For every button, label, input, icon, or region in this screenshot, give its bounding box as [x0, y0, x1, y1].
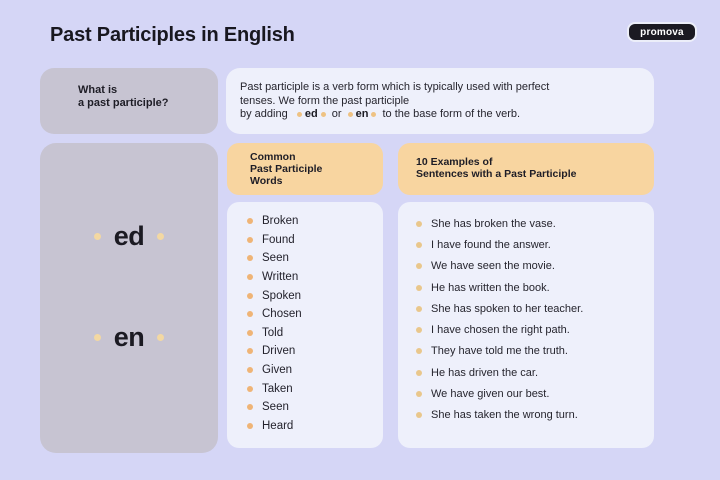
word-label: Taken [262, 382, 293, 395]
sentence-label: We have given our best. [431, 388, 550, 401]
bullet-dot-icon [371, 112, 376, 117]
bullet-dot-icon [416, 263, 422, 269]
list-item [247, 305, 383, 324]
list-item [247, 324, 383, 343]
bullet-dot-icon [157, 334, 164, 341]
word-label: Heard [262, 419, 294, 432]
list-item [416, 405, 654, 426]
list-item [247, 249, 383, 268]
word-label: Seen [262, 252, 289, 265]
bullet-dot-icon [416, 242, 422, 248]
suffix-ed-inline: ed [304, 108, 318, 120]
list-item [416, 234, 654, 255]
promova-logo: promova [627, 22, 697, 42]
bullet-dot-icon [297, 112, 302, 117]
header-line: Past Participle [250, 163, 323, 175]
definition-or-word: or [331, 108, 342, 120]
bullet-dot-icon [416, 370, 422, 376]
word-label: Found [262, 233, 295, 246]
page-title: Past Participles in English [50, 24, 295, 46]
definition-line-3-suffix: to the base form of the verb. [382, 108, 521, 120]
list-item [416, 256, 654, 277]
question-box [40, 68, 218, 134]
bullet-dot-icon [247, 367, 253, 373]
list-item [416, 341, 654, 362]
word-label: Broken [262, 215, 299, 228]
list-item [416, 362, 654, 383]
list-item [247, 268, 383, 287]
sentence-label: She has spoken to her teacher. [431, 302, 584, 315]
bullet-dot-icon [247, 404, 253, 410]
word-label: Written [262, 271, 299, 284]
bullet-dot-icon [247, 255, 253, 261]
suffix-label: en [113, 322, 145, 352]
list-item [247, 361, 383, 380]
definition-line-1: Past participle is a verb form which is typically used with perfect [240, 81, 550, 93]
list-item [416, 277, 654, 298]
sentence-label: We have seen the movie. [431, 260, 555, 273]
list-item [247, 212, 383, 231]
bullet-dot-icon [247, 330, 253, 336]
list-item [247, 417, 383, 436]
word-label: Told [262, 326, 284, 339]
common-words-list [227, 202, 383, 448]
sentence-label: She has taken the wrong turn. [431, 409, 578, 422]
question-line: What is [78, 84, 118, 96]
list-item [247, 286, 383, 305]
bullet-dot-icon [416, 348, 422, 354]
sentence-label: He has written the book. [431, 281, 550, 294]
bullet-dot-icon [247, 274, 253, 280]
header-line: Common [250, 151, 296, 163]
bullet-dot-icon [247, 293, 253, 299]
bullet-dot-icon [416, 391, 422, 397]
suffix-row [94, 221, 165, 252]
sentence-label: I have chosen the right path. [431, 324, 570, 337]
bullet-dot-icon [416, 412, 422, 418]
sentence-label: They have told me the truth. [431, 345, 568, 358]
word-label: Chosen [262, 308, 302, 321]
suffix-label: ed [113, 221, 145, 251]
list-item [416, 298, 654, 319]
word-label: Seen [262, 401, 289, 414]
bullet-dot-icon [416, 221, 422, 227]
sentence-label: She has broken the vase. [431, 217, 556, 230]
sentence-label: I have found the answer. [431, 238, 551, 251]
bullet-dot-icon [247, 348, 253, 354]
header-line: Sentences with a Past Participle [416, 168, 577, 180]
bullet-dot-icon [247, 218, 253, 224]
bullet-dot-icon [247, 423, 253, 429]
list-item [247, 342, 383, 361]
bullet-dot-icon [416, 285, 422, 291]
bullet-dot-icon [247, 237, 253, 243]
list-item [247, 398, 383, 417]
header-line: Words [250, 175, 283, 187]
common-words-header [227, 143, 383, 195]
word-label: Given [262, 364, 293, 377]
suffix-en-inline: en [355, 108, 369, 120]
bullet-dot-icon [247, 311, 253, 317]
list-item [247, 379, 383, 398]
list-item [416, 213, 654, 234]
bullet-dot-icon [416, 306, 422, 312]
list-item [247, 231, 383, 250]
header-line: 10 Examples of [416, 156, 493, 168]
bullet-dot-icon [416, 327, 422, 333]
bullet-dot-icon [94, 334, 101, 341]
list-item [416, 319, 654, 340]
example-sentences-list [398, 202, 654, 448]
bullet-dot-icon [321, 112, 326, 117]
definition-line-3-prefix: by adding [240, 108, 288, 120]
question-line: a past participle? [78, 97, 169, 109]
sentence-label: He has driven the car. [431, 366, 539, 379]
bullet-dot-icon [157, 233, 164, 240]
word-label: Spoken [262, 289, 302, 302]
suffixes-panel [40, 143, 218, 453]
word-label: Driven [262, 345, 296, 358]
bullet-dot-icon [348, 112, 353, 117]
bullet-dot-icon [94, 233, 101, 240]
examples-header [398, 143, 654, 195]
definition-line-2: tenses. We form the past participle [240, 94, 410, 107]
list-item [416, 383, 654, 404]
definition-line-3 [240, 108, 644, 122]
definition-box [226, 68, 654, 134]
suffix-row [94, 322, 165, 353]
bullet-dot-icon [247, 386, 253, 392]
